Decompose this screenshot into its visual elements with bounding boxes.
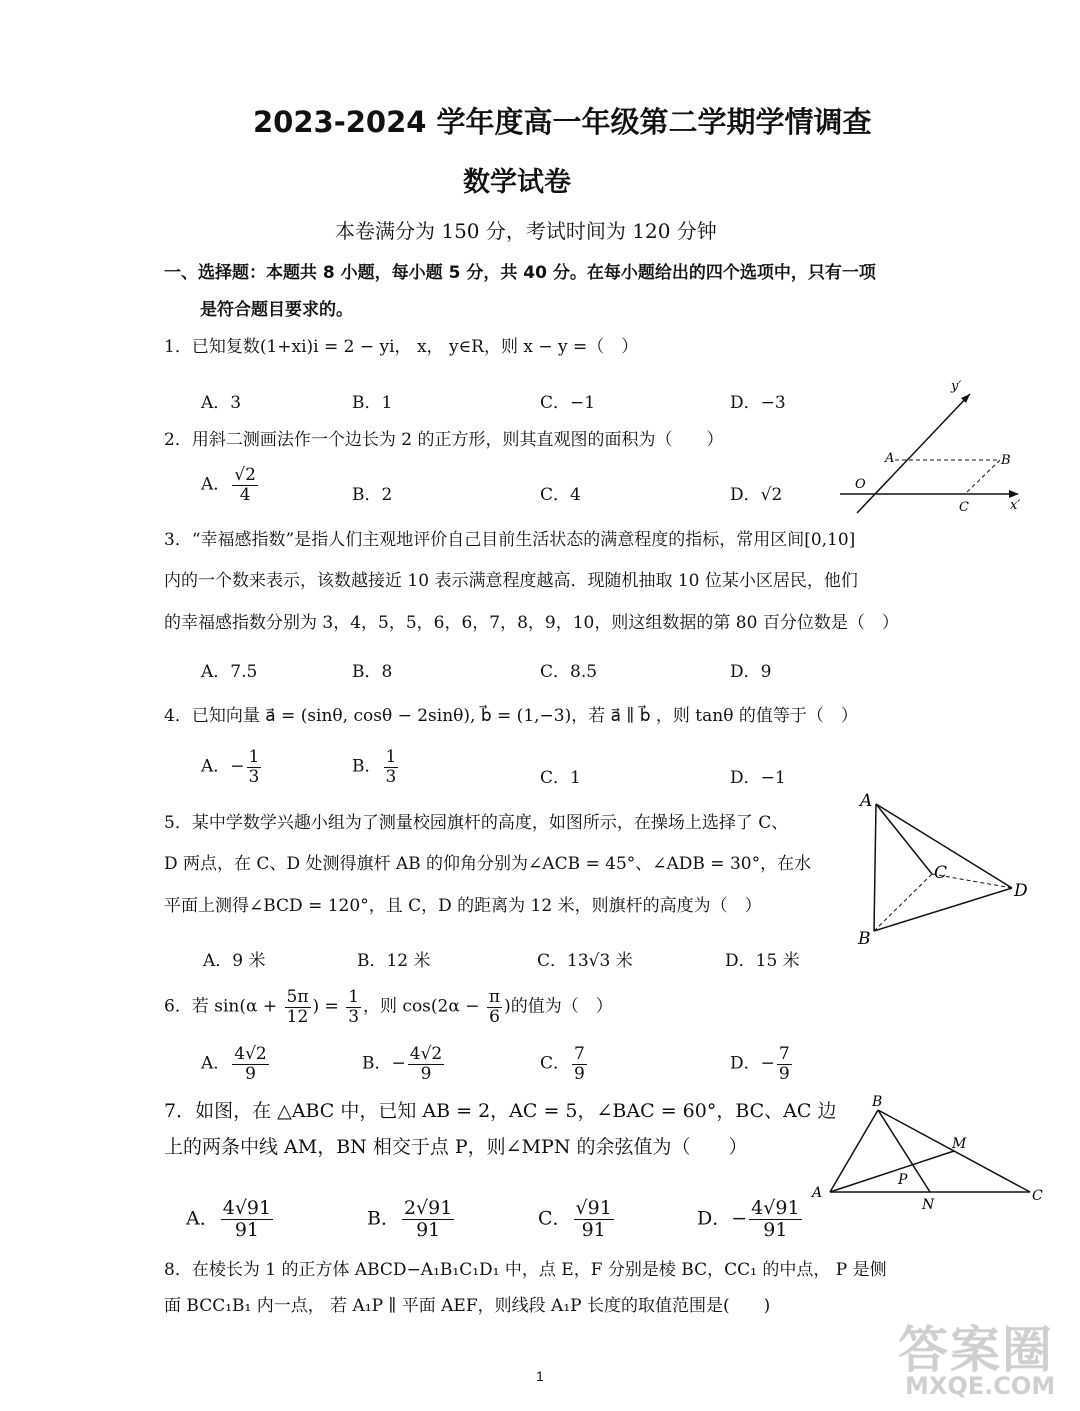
q6-option-d-label: D．− [730,1053,775,1074]
q1-option-a: A．3 [201,393,242,413]
fraction-numerator: 7 [574,1044,585,1064]
fraction-denominator: 9 [778,1063,790,1084]
question-6-stem [164,988,613,1026]
fraction-denominator: 91 [234,1218,260,1241]
q7-option-b-label: B． [367,1207,400,1230]
fraction-denominator: 91 [581,1218,606,1241]
q6-stem-fraction-1 [285,988,311,1026]
q6-stem-pre: 6．若 sin(α + [164,996,283,1017]
question-7-line-2: 上的两条中线 AM，BN 相交于点 P，则∠MPN 的余弦值为（ ） [164,1136,748,1158]
fraction-denominator: 3 [385,766,397,787]
q6-option-a [201,1045,271,1083]
question-5-line-2: D 两点，在 C、D 处测得旗杆 AB 的仰角分别为∠ACB = 45°、∠ADB = 30°，在水 [164,854,812,874]
fraction-denominator: 9 [420,1063,432,1084]
page-number: 1 [536,1368,544,1384]
q2-option-d: D．√2 [730,485,783,505]
q5-flagpole-figure [852,786,1042,951]
q7-option-d-label: D．− [697,1207,748,1230]
q1-option-d: D．−3 [730,393,786,413]
fraction-denominator: 9 [245,1063,256,1084]
fraction-denominator: 12 [286,1006,309,1027]
q7-triangle-figure [810,1092,1050,1217]
label-a: A [860,791,873,811]
watermark-url: MXQE.COM [905,1372,1056,1400]
label-p: P [898,1172,908,1188]
fraction-numerator: √91 [575,1197,612,1219]
fraction-numerator: 4√2 [409,1044,443,1064]
q6-stem-mid: ) = [312,996,345,1017]
label-n: N [922,1197,935,1213]
label-d: D [1014,881,1028,901]
q6-option-c-label: C． [540,1053,571,1074]
section-heading: 一、选择题：本题共 8 小题，每小题 5 分，共 40 分。在每小题给出的四个选项中，只有一项 [164,263,876,283]
q6-stem-fraction-3 [487,988,502,1026]
q6-option-c [540,1045,589,1083]
q4-option-a [201,748,263,786]
fraction-numerator: 1 [348,987,360,1007]
q2-option-b: B．2 [352,485,393,505]
label-a: A [812,1185,823,1201]
fraction-numerator: 7 [778,1044,790,1064]
q4-option-b-label: B． [352,756,382,777]
line-bd [874,888,1012,931]
x-axis-arrow [1009,490,1019,498]
line-ac [876,804,932,874]
q7-option-a-label: A． [186,1207,219,1230]
q7-option-c-label: C． [538,1207,572,1230]
fraction-denominator: 3 [248,766,260,787]
exam-note: 本卷满分为 150 分，考试时间为 120 分钟 [335,219,717,243]
label-b: B [858,929,871,949]
q7-option-c [538,1198,616,1241]
q3-option-b: B．8 [352,662,393,682]
side-bc [965,460,1000,494]
q2-oblique-figure [835,378,1035,518]
question-2-stem: 2．用斜二测画法作一个边长为 2 的正方形，则其直观图的面积为（ ） [164,430,724,450]
fraction-numerator: 2√91 [403,1197,453,1219]
label-b: B [1001,453,1011,468]
label-o: O [855,477,866,492]
question-5-line-1: 5．某中学数学兴趣小组为了测量校园旗杆的高度，如图所示，在操场上选择了 C、 [164,813,789,833]
q3-option-c: C．8.5 [540,662,598,682]
q4-option-b-fraction [384,748,399,786]
fraction-denominator: 6 [489,1006,500,1027]
label-m: M [952,1136,967,1152]
q4-option-d: D．−1 [730,768,786,788]
q7-option-c-fraction [574,1198,614,1241]
question-4-stem: 4．已知向量 a⃗ = (sinθ, cosθ − 2sinθ), b⃗ = (1,−3)，若 a⃗ ∥ b⃗ ，则 tanθ 的值等于（ ） [164,706,858,726]
pole-ab [874,804,876,931]
q6-option-b-fraction [408,1045,444,1083]
q4-option-a-label: A．− [201,756,245,777]
q7-option-a-fraction [221,1198,273,1241]
watermark-logo: 答案圈 [898,1321,1054,1379]
q5-option-b: B．12 米 [357,951,431,971]
q3-option-d: D．9 [730,662,772,682]
question-3-line-2: 内的一个数来表示，该数越接近 10 表示满意程度越高．现随机抽取 10 位某小区居民，他们 [164,571,858,591]
q6-stem-fraction-2 [346,988,361,1026]
label-b: B [872,1094,883,1110]
q6-stem-mid2: ，则 cos(2α − [363,996,485,1017]
q1-option-b: B．1 [352,393,393,413]
q6-option-b-label: B．− [362,1053,406,1074]
label-c: C [934,863,948,883]
fraction-denominator: 91 [416,1218,441,1241]
q7-option-d [697,1198,804,1241]
section-heading-cont: 是符合题目要求的。 [200,300,353,320]
q6-option-a-label: A． [201,1053,231,1074]
q2-option-c: C．4 [540,485,581,505]
y-axis-line [857,394,970,513]
question-1-stem: 1．已知复数(1+xi)i = 2 − yi， x， y∈R，则 x − y =（ ） [164,337,639,357]
q5-option-a: A．9 米 [203,951,266,971]
question-3-line-3: 的幸福感指数分别为 3，4，5，5，6，6，7，8，9，10，则这组数据的第 80 百分位数是（ ） [164,613,899,633]
label-x: x′ [1010,498,1021,513]
question-7-line-1: 7．如图，在 △ABC 中，已知 AB = 2，AC = 5，∠BAC = 60°，BC、AC 边 [164,1100,837,1122]
q6-option-c-fraction [572,1045,587,1083]
exam-title: 2023-2024 学年度高一年级第二学期学情调查 [253,105,872,139]
q4-option-b [352,748,400,786]
fraction-numerator: 1 [385,747,397,767]
label-c: C [1032,1188,1043,1204]
question-8-line-2: 面 BCC₁B₁ 内一点， 若 A₁P ∥ 平面 AEF，则线段 A₁P 长度的取值范围是( ) [164,1296,771,1316]
q6-option-b [362,1045,446,1083]
fraction-denominator: 91 [763,1218,788,1241]
q4-option-a-fraction [247,748,262,786]
fraction-numerator: √2 [234,465,256,485]
exam-subtitle: 数学试卷 [463,167,571,198]
fraction-numerator: 4√2 [234,1044,267,1064]
q1-option-c: C．−1 [540,393,596,413]
q2-option-a-label: A． [201,474,231,495]
fraction-numerator: 1 [248,747,260,767]
q6-option-a-fraction [232,1045,268,1083]
fraction-numerator: π [488,987,501,1007]
q7-option-d-fraction [749,1198,801,1241]
q6-option-d-fraction [777,1045,792,1083]
fraction-numerator: 4√91 [222,1197,272,1219]
fraction-numerator: 4√91 [751,1197,800,1219]
median-am [830,1151,954,1192]
q7-option-b-fraction [402,1198,454,1241]
label-c: C [959,500,969,515]
q5-option-c: C．13√3 米 [537,951,633,971]
q7-option-b [367,1198,456,1241]
question-8-line-1: 8．在棱长为 1 的正方体 ABCD−A₁B₁C₁D₁ 中，点 E，F 分别是棱 BC，CC₁ 的中点， P 是侧 [164,1260,887,1280]
q5-option-d: D．15 米 [725,951,800,971]
q6-option-d [730,1045,794,1083]
q6-stem-post: )的值为（ ） [504,996,613,1017]
label-y: y′ [951,379,962,394]
fraction-denominator: 3 [348,1006,360,1027]
q4-option-c: C．1 [540,768,581,788]
side-ab [830,1110,878,1192]
q3-option-a: A．7.5 [201,662,258,682]
question-3-line-1: 3．“幸福感指数”是指人们主观地评价自己目前生活状态的满意程度的指标，常用区间[0,10] [164,530,856,550]
label-a: A [885,451,895,466]
q2-option-a [201,466,260,504]
question-5-line-3: 平面上测得∠BCD = 120°，且 C，D 的距离为 12 米，则旗杆的高度为（ ） [164,896,762,916]
q2-option-a-fraction [232,466,258,504]
fraction-denominator: 9 [574,1063,585,1084]
q7-option-a [186,1198,275,1241]
fraction-numerator: 5π [286,987,309,1007]
fraction-denominator: 4 [239,484,251,505]
